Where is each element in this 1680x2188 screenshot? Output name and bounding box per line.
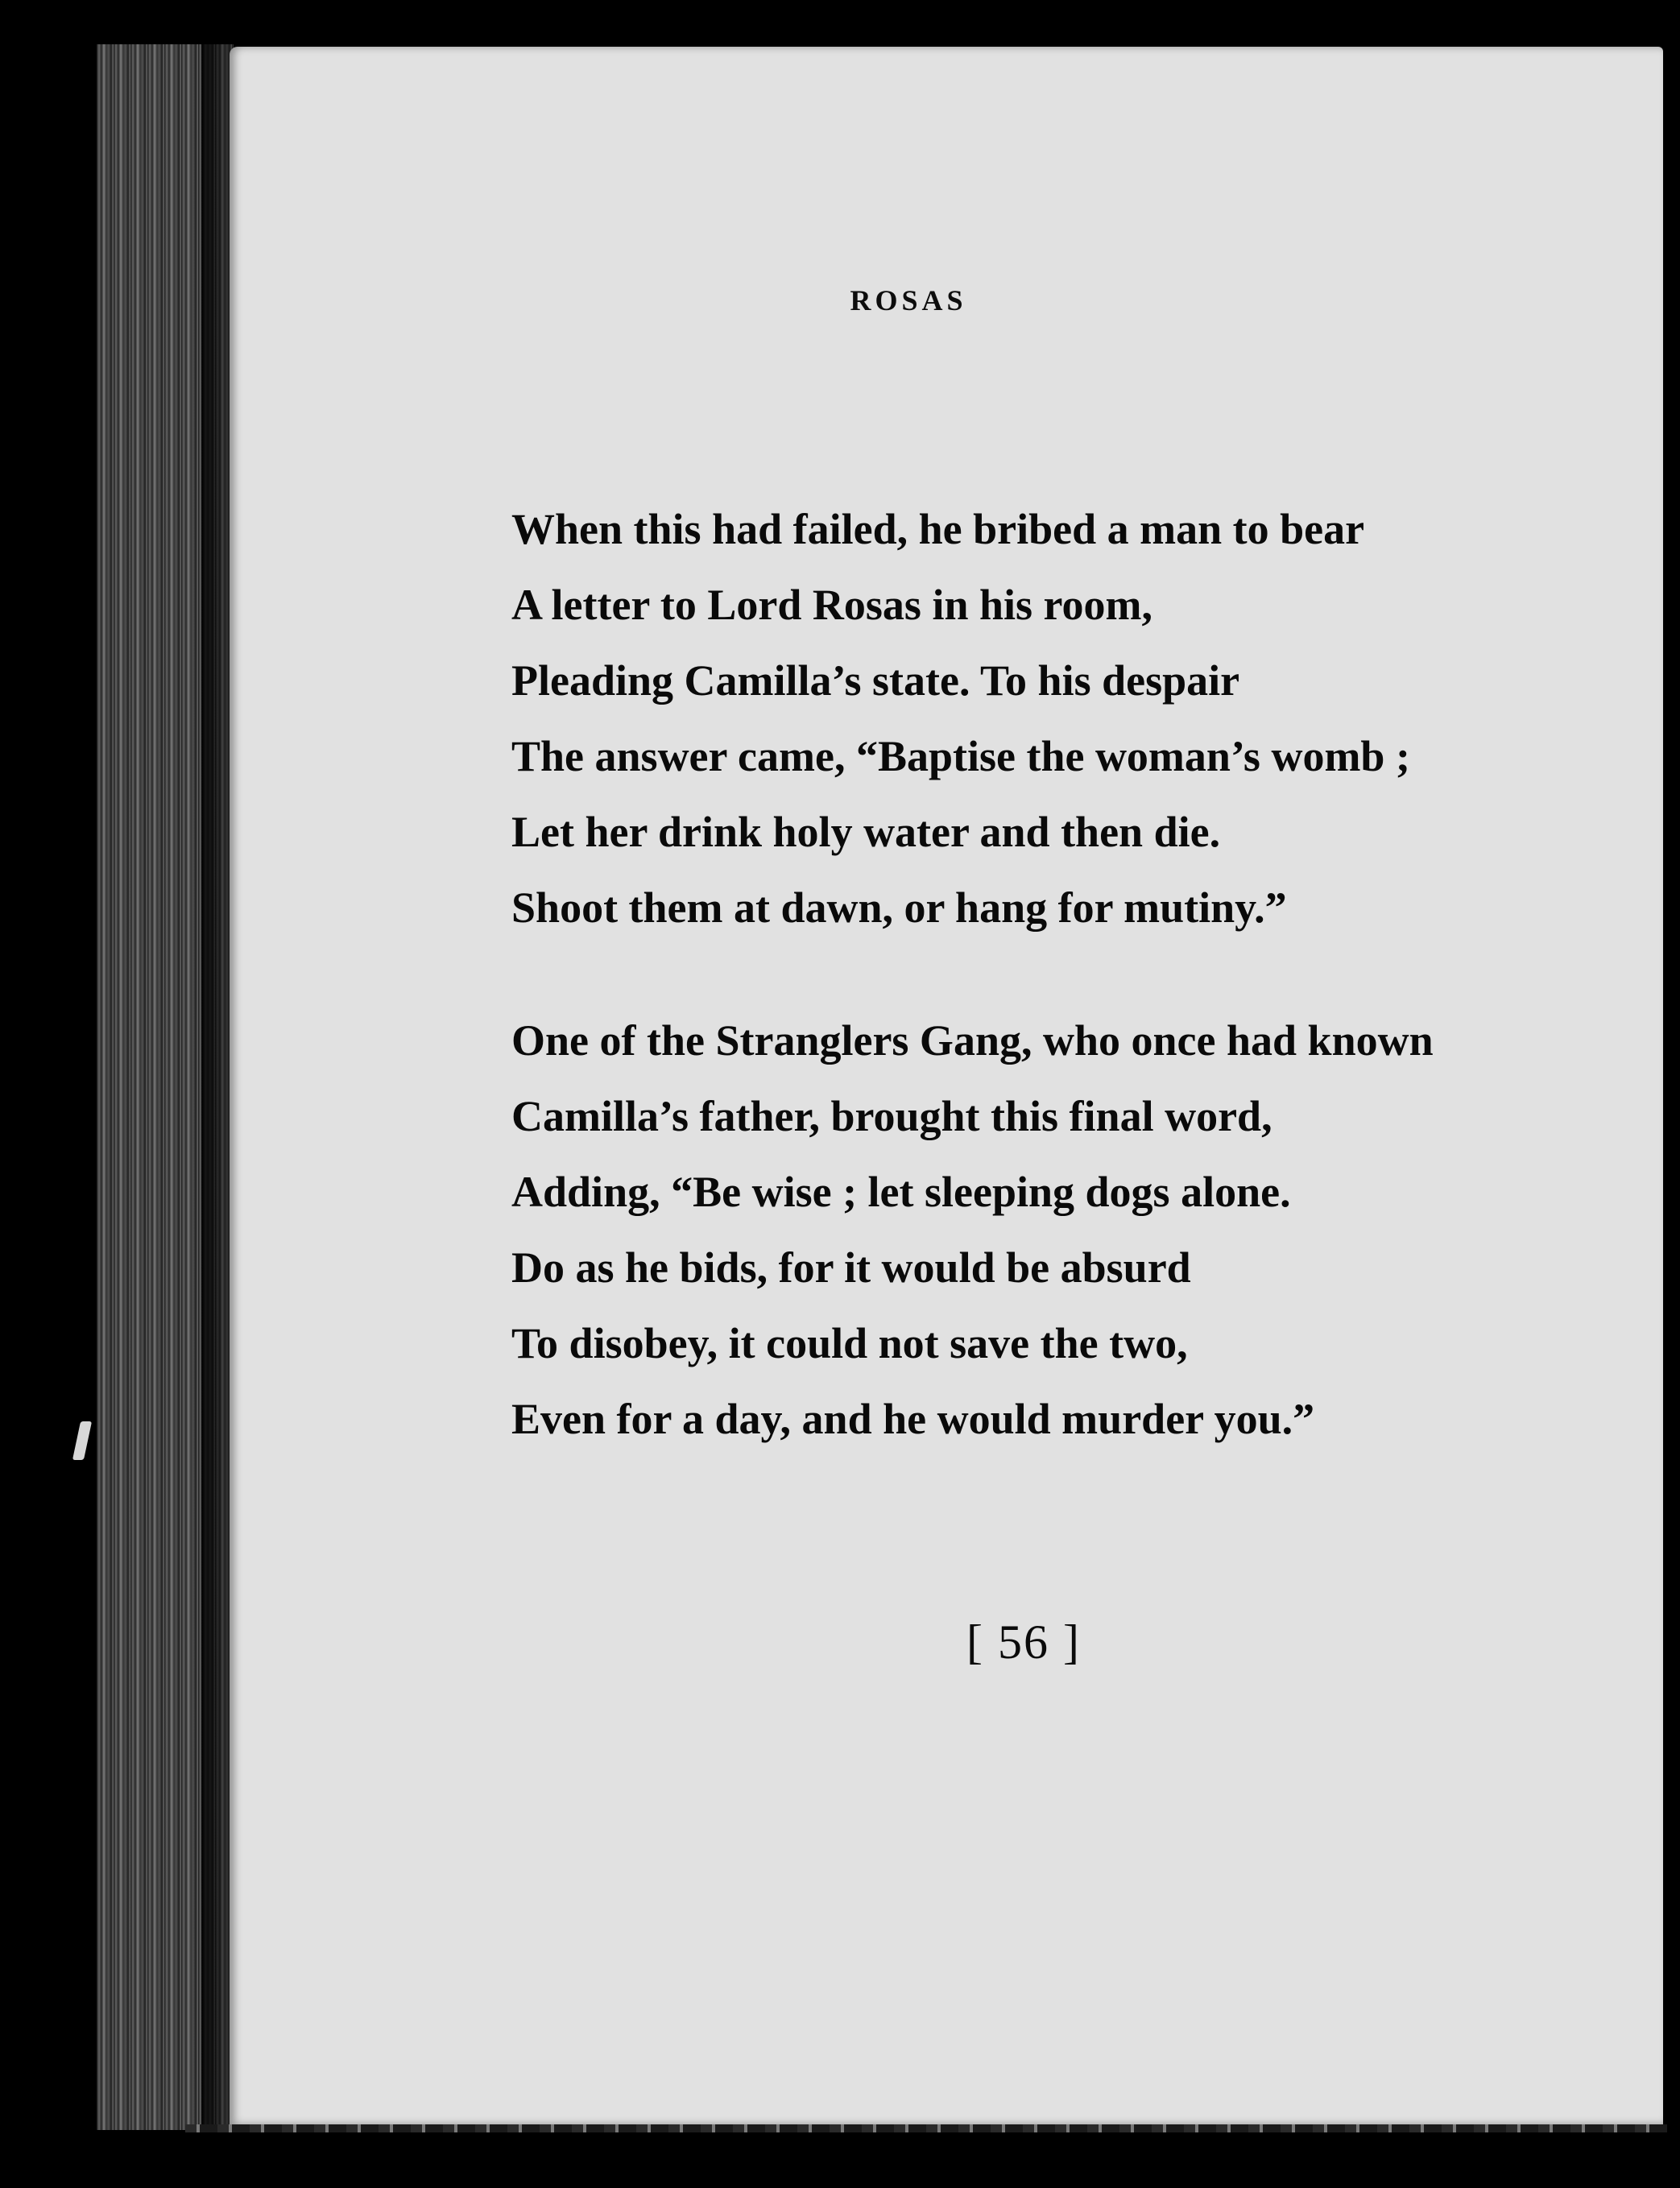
verse-line: Even for a day, and he would murder you.” bbox=[511, 1395, 1315, 1443]
running-head: ROSAS bbox=[850, 284, 967, 316]
verse-line: Do as he bids, for it would be absurd bbox=[511, 1243, 1191, 1292]
verse-line: One of the Stranglers Gang, who once had known bbox=[511, 1016, 1434, 1065]
verse-line: A letter to Lord Rosas in his room, bbox=[511, 581, 1152, 629]
verse-line: Let her drink holy water and then die. bbox=[511, 808, 1221, 856]
verse-line: Pleading Camilla’s state. To his despair bbox=[511, 656, 1240, 705]
page-number: [ 56 ] bbox=[966, 1615, 1081, 1669]
scan-artifact bbox=[72, 1421, 92, 1460]
spine-shadow bbox=[201, 44, 234, 2130]
verse-line: The answer came, “Baptise the woman’s womb ; bbox=[511, 732, 1410, 780]
stanza bbox=[511, 1003, 1434, 1457]
verse-line: To disobey, it could not save the two, bbox=[511, 1319, 1188, 1367]
verse-line: Camilla’s father, brought this final word, bbox=[511, 1092, 1272, 1140]
page-bottom-edge bbox=[185, 2124, 1667, 2132]
verse-line: When this had failed, he bribed a man to bear bbox=[511, 505, 1365, 553]
verse-line: Adding, “Be wise ; let sleeping dogs alone. bbox=[511, 1168, 1291, 1216]
verse-line: Shoot them at dawn, or hang for mutiny.” bbox=[511, 883, 1287, 932]
stanza bbox=[511, 491, 1410, 945]
